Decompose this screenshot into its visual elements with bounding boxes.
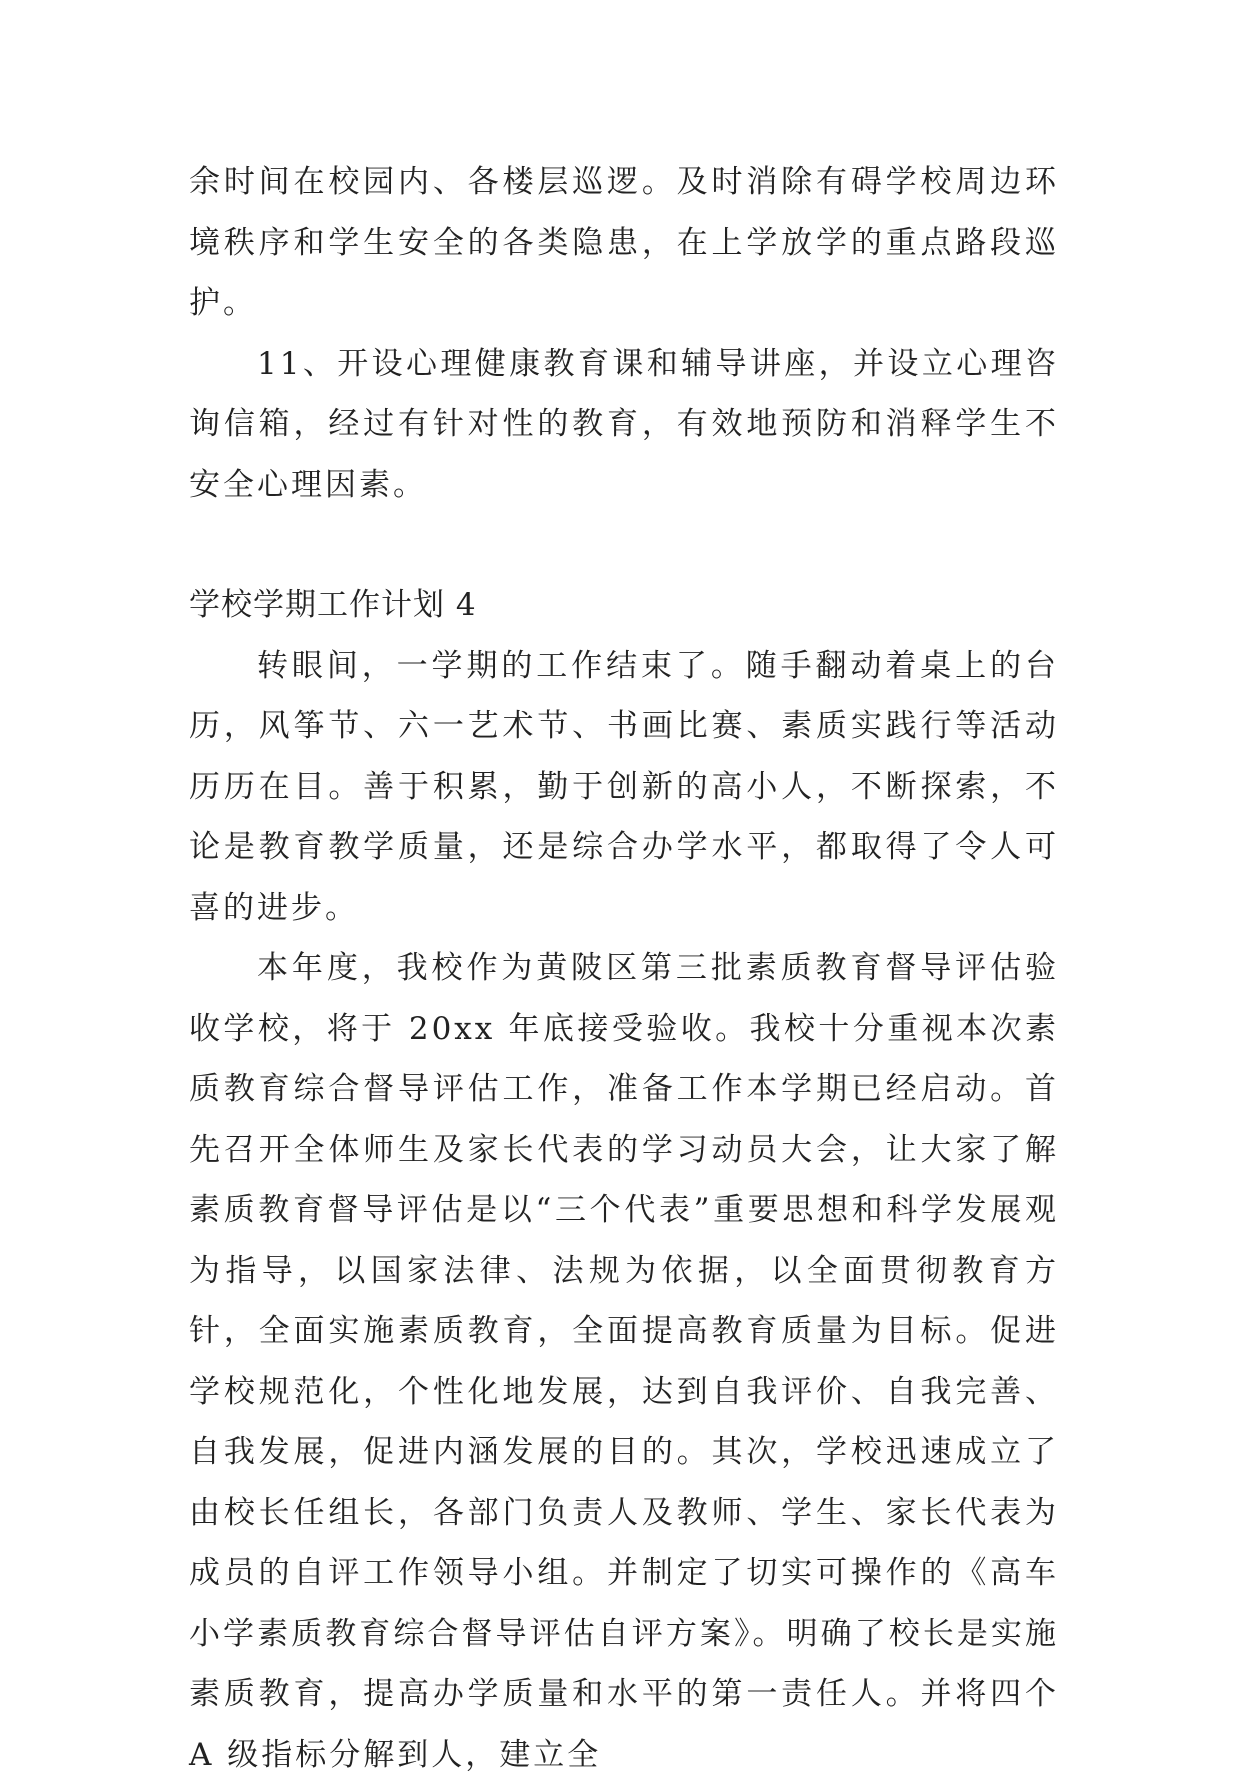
section-title: 学校学期工作计划 4	[189, 587, 477, 623]
paragraph-intro: 转眼间，一学期的工作结束了。随手翻动着桌上的台历，风筝节、六一艺术节、书画比赛、素质实践行等活动历历在目。善于积累，勤于创新的高小人，不断探索，不论是教育教学质量，还是综合办学水平，都取得了令人可喜的进步。	[189, 647, 1059, 926]
paragraph-continuation: 余时间在校园内、各楼层巡逻。及时消除有碍学校周边环境秩序和学生安全的各类隐患，在上学放学的重点路段巡护。	[189, 164, 1059, 321]
paragraph-evaluation: 本年度，我校作为黄陂区第三批素质教育督导评估验收学校，将于 20xx 年底接受验收。我校十分重视本次素质教育综合督导评估工作，准备工作本学期已经启动。首先召开全体师生及家长代表的学习动员大会，让大家了解素质教育督导评估是以“三个代表”重要思想和科学发展观为指导，以国家法律、法规为依据，以全面贯彻教育方针，全面实施素质教育，全面提高教育质量为目标。促进学校规范化，个性化地发展，达到自我评价、自我完善、自我发展，促进内涵发展的目的。其次，学校迅速成立了由校长任组长，各部门负责人及教师、学生、家长代表为成员的自评工作领导小组。并制定了切实可操作的《高车小学素质教育综合督导评估自评方案》。明确了校长是实施素质教育，提高办学质量和水平的第一责任人。并将四个 A 级指标分解到人，建立全	[189, 950, 1059, 1773]
document-body	[189, 152, 1059, 1785]
paragraph-item-11: 11、开设心理健康教育课和辅导讲座，并设立心理咨询信箱，经过有针对性的教育，有效地预防和消释学生不安全心理因素。	[189, 345, 1059, 503]
